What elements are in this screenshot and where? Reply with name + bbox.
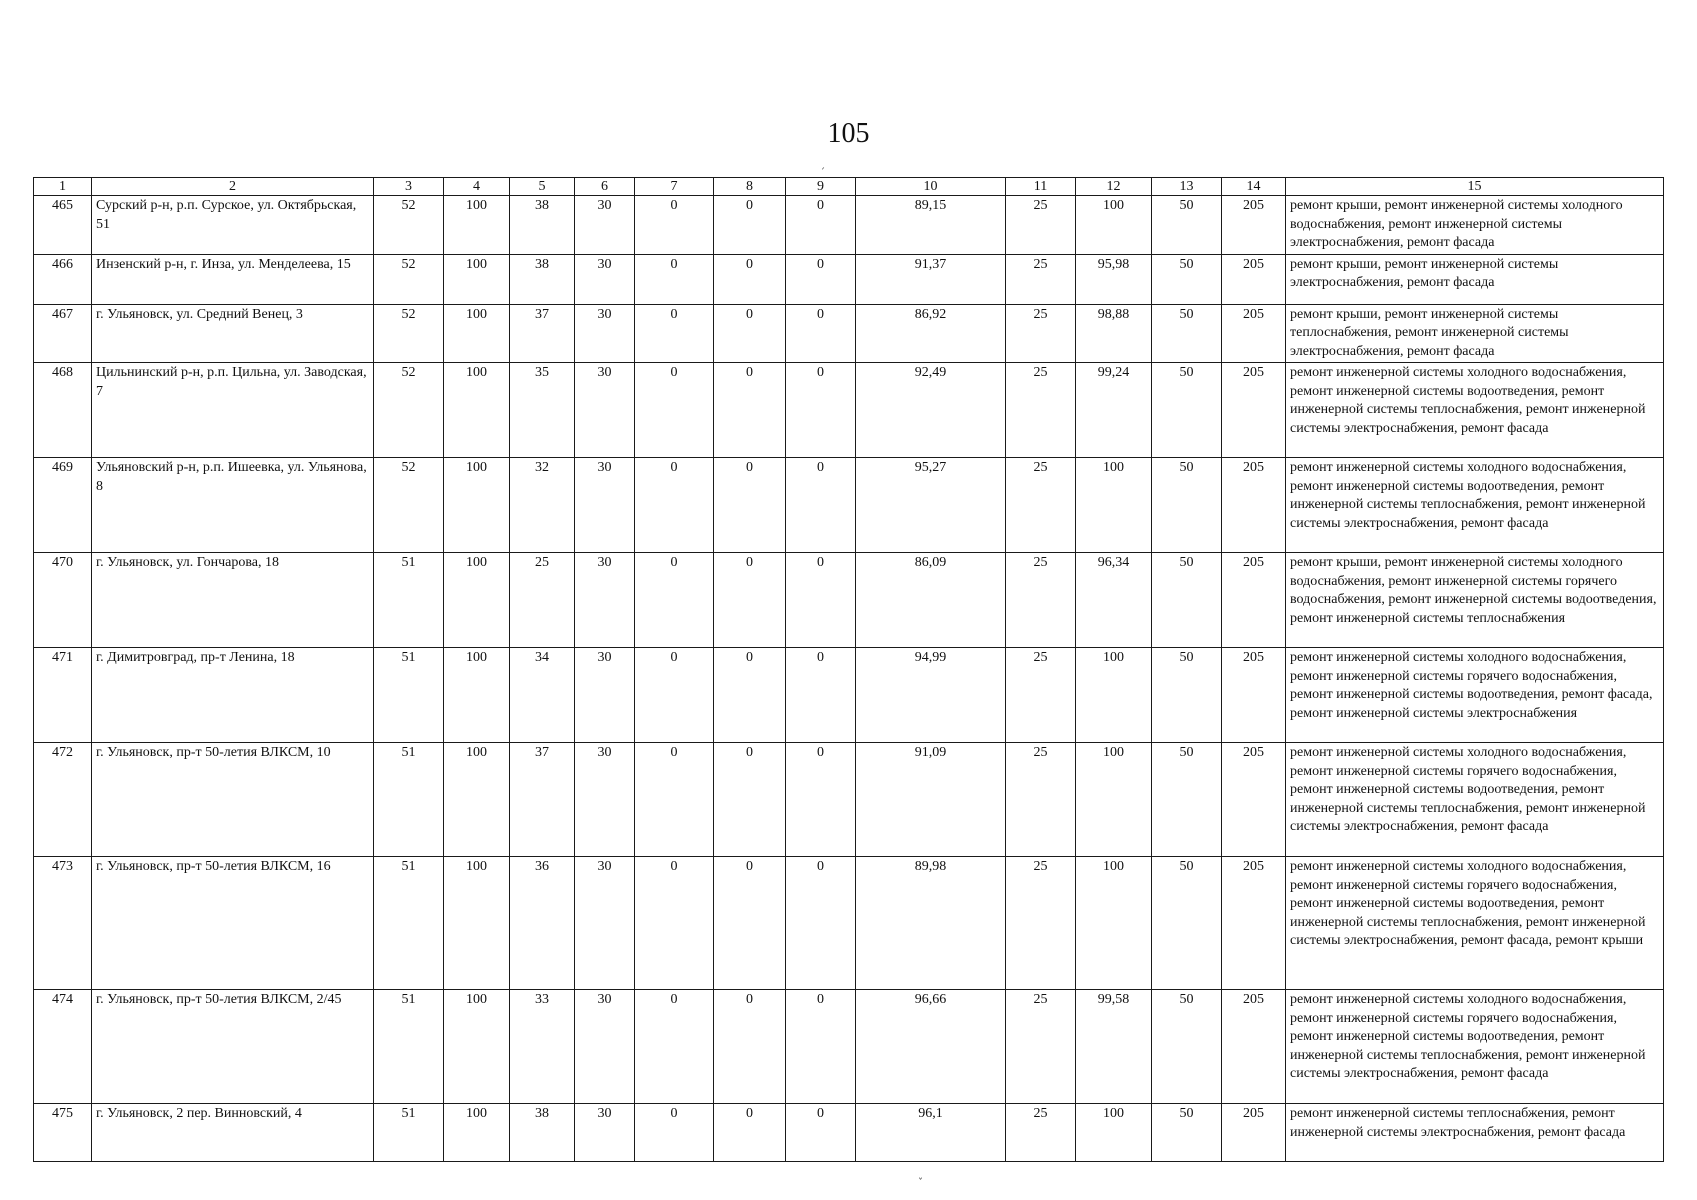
value-cell: 205 <box>1222 304 1286 363</box>
value-cell: 205 <box>1222 196 1286 255</box>
row-number-cell: 465 <box>34 196 92 255</box>
value-cell: 0 <box>635 648 714 743</box>
value-cell: 50 <box>1152 857 1222 990</box>
row-number-cell: 470 <box>34 553 92 648</box>
value-cell: 52 <box>374 458 444 553</box>
value-cell: 25 <box>1006 743 1076 857</box>
value-cell: 30 <box>575 254 635 304</box>
row-number-cell: 469 <box>34 458 92 553</box>
column-number-row <box>34 178 1664 196</box>
value-cell: 0 <box>714 1104 786 1162</box>
value-cell: 25 <box>1006 304 1076 363</box>
value-cell: 0 <box>635 1104 714 1162</box>
value-cell: 51 <box>374 743 444 857</box>
value-cell: 0 <box>714 254 786 304</box>
value-cell: 0 <box>714 304 786 363</box>
value-cell: 0 <box>786 553 856 648</box>
column-number: 4 <box>444 178 510 196</box>
column-number: 10 <box>856 178 1006 196</box>
address-cell: Цильнинский р-н, р.п. Цильна, ул. Заводская, 7 <box>92 363 374 458</box>
value-cell: 30 <box>575 196 635 255</box>
value-cell: 205 <box>1222 1104 1286 1162</box>
value-cell: 0 <box>786 458 856 553</box>
works-cell: ремонт крыши, ремонт инженерной системы теплоснабжения, ремонт инженерной системы электроснабжения, ремонт фасада <box>1286 304 1664 363</box>
value-cell: 205 <box>1222 553 1286 648</box>
value-cell: 50 <box>1152 648 1222 743</box>
value-cell: 30 <box>575 458 635 553</box>
value-cell: 50 <box>1152 1104 1222 1162</box>
value-cell: 37 <box>510 743 575 857</box>
value-cell: 100 <box>1076 743 1152 857</box>
value-cell: 25 <box>1006 458 1076 553</box>
value-cell: 38 <box>510 254 575 304</box>
value-cell: 0 <box>635 857 714 990</box>
value-cell: 25 <box>1006 254 1076 304</box>
value-cell: 100 <box>1076 1104 1152 1162</box>
value-cell: 25 <box>1006 857 1076 990</box>
column-number: 11 <box>1006 178 1076 196</box>
value-cell: 25 <box>1006 990 1076 1104</box>
value-cell: 50 <box>1152 990 1222 1104</box>
value-cell: 100 <box>444 553 510 648</box>
value-cell: 94,99 <box>856 648 1006 743</box>
table-row <box>34 990 1664 1104</box>
value-cell: 0 <box>635 254 714 304</box>
table-row <box>34 363 1664 458</box>
value-cell: 52 <box>374 304 444 363</box>
address-cell: Сурский р-н, р.п. Сурское, ул. Октябрьская, 51 <box>92 196 374 255</box>
works-cell: ремонт крыши, ремонт инженерной системы холодного водоснабжения, ремонт инженерной системы горячего водоснабжения, ремонт инженерной системы водоотведения, ремонт инженерной системы теплоснабжения <box>1286 553 1664 648</box>
address-cell: Ульяновский р-н, р.п. Ишеевка, ул. Ульянова, 8 <box>92 458 374 553</box>
value-cell: 0 <box>786 196 856 255</box>
value-cell: 38 <box>510 196 575 255</box>
value-cell: 205 <box>1222 254 1286 304</box>
row-number-cell: 467 <box>34 304 92 363</box>
row-number-cell: 474 <box>34 990 92 1104</box>
value-cell: 37 <box>510 304 575 363</box>
value-cell: 50 <box>1152 254 1222 304</box>
column-number: 7 <box>635 178 714 196</box>
value-cell: 30 <box>575 743 635 857</box>
value-cell: 0 <box>714 990 786 1104</box>
value-cell: 0 <box>635 458 714 553</box>
value-cell: 0 <box>635 553 714 648</box>
value-cell: 100 <box>1076 857 1152 990</box>
value-cell: 50 <box>1152 304 1222 363</box>
value-cell: 100 <box>1076 648 1152 743</box>
value-cell: 91,37 <box>856 254 1006 304</box>
value-cell: 100 <box>444 857 510 990</box>
value-cell: 0 <box>786 1104 856 1162</box>
value-cell: 96,34 <box>1076 553 1152 648</box>
value-cell: 100 <box>444 304 510 363</box>
value-cell: 0 <box>635 743 714 857</box>
works-cell: ремонт крыши, ремонт инженерной системы электроснабжения, ремонт фасада <box>1286 254 1664 304</box>
value-cell: 30 <box>575 990 635 1104</box>
table-row <box>34 857 1664 990</box>
value-cell: 96,1 <box>856 1104 1006 1162</box>
address-cell: г. Ульяновск, ул. Гончарова, 18 <box>92 553 374 648</box>
value-cell: 51 <box>374 1104 444 1162</box>
value-cell: 50 <box>1152 553 1222 648</box>
value-cell: 25 <box>1006 363 1076 458</box>
value-cell: 38 <box>510 1104 575 1162</box>
value-cell: 52 <box>374 196 444 255</box>
value-cell: 52 <box>374 254 444 304</box>
value-cell: 205 <box>1222 743 1286 857</box>
value-cell: 100 <box>444 254 510 304</box>
repair-table <box>33 177 1664 1162</box>
page-number: 105 <box>827 118 870 149</box>
address-cell: Инзенский р-н, г. Инза, ул. Менделеева, 15 <box>92 254 374 304</box>
value-cell: 0 <box>714 648 786 743</box>
column-number: 15 <box>1286 178 1664 196</box>
value-cell: 100 <box>444 458 510 553</box>
value-cell: 51 <box>374 553 444 648</box>
address-cell: г. Димитровград, пр-т Ленина, 18 <box>92 648 374 743</box>
value-cell: 0 <box>714 363 786 458</box>
works-cell: ремонт инженерной системы холодного водоснабжения, ремонт инженерной системы горячего водоснабжения, ремонт инженерной системы водоотведения, ремонт инженерной системы теплоснабжения, ремонт инженерной системы электроснабжения, ремонт фасада <box>1286 990 1664 1104</box>
column-number: 1 <box>34 178 92 196</box>
value-cell: 30 <box>575 553 635 648</box>
value-cell: 89,15 <box>856 196 1006 255</box>
value-cell: 0 <box>635 304 714 363</box>
works-cell: ремонт инженерной системы холодного водоснабжения, ремонт инженерной системы водоотведения, ремонт инженерной системы теплоснабжения, ремонт инженерной системы электроснабжения, ремонт фасада <box>1286 363 1664 458</box>
value-cell: 92,49 <box>856 363 1006 458</box>
value-cell: 25 <box>1006 196 1076 255</box>
value-cell: 89,98 <box>856 857 1006 990</box>
value-cell: 100 <box>1076 196 1152 255</box>
value-cell: 33 <box>510 990 575 1104</box>
value-cell: 205 <box>1222 990 1286 1104</box>
value-cell: 100 <box>444 648 510 743</box>
column-number: 5 <box>510 178 575 196</box>
value-cell: 100 <box>1076 458 1152 553</box>
column-number: 6 <box>575 178 635 196</box>
works-cell: ремонт инженерной системы холодного водоснабжения, ремонт инженерной системы горячего водоснабжения, ремонт инженерной системы водоотведения, ремонт инженерной системы теплоснабжения, ремонт инженерной системы электроснабжения, ремонт фасада <box>1286 743 1664 857</box>
value-cell: 30 <box>575 304 635 363</box>
value-cell: 25 <box>1006 553 1076 648</box>
value-cell: 86,92 <box>856 304 1006 363</box>
value-cell: 205 <box>1222 458 1286 553</box>
value-cell: 30 <box>575 857 635 990</box>
value-cell: 50 <box>1152 363 1222 458</box>
table-row <box>34 254 1664 304</box>
value-cell: 100 <box>444 1104 510 1162</box>
value-cell: 0 <box>635 990 714 1104</box>
address-cell: г. Ульяновск, пр-т 50-летия ВЛКСМ, 2/45 <box>92 990 374 1104</box>
table-row <box>34 1104 1664 1162</box>
value-cell: 0 <box>786 857 856 990</box>
value-cell: 25 <box>510 553 575 648</box>
works-cell: ремонт инженерной системы теплоснабжения, ремонт инженерной системы электроснабжения, ремонт фасада <box>1286 1104 1664 1162</box>
value-cell: 0 <box>714 743 786 857</box>
value-cell: 51 <box>374 648 444 743</box>
row-number-cell: 473 <box>34 857 92 990</box>
value-cell: 51 <box>374 990 444 1104</box>
value-cell: 32 <box>510 458 575 553</box>
value-cell: 52 <box>374 363 444 458</box>
works-cell: ремонт инженерной системы холодного водоснабжения, ремонт инженерной системы водоотведения, ремонт инженерной системы теплоснабжения, ремонт инженерной системы электроснабжения, ремонт фасада <box>1286 458 1664 553</box>
value-cell: 0 <box>786 254 856 304</box>
value-cell: 0 <box>786 743 856 857</box>
value-cell: 100 <box>444 196 510 255</box>
table-row <box>34 196 1664 255</box>
value-cell: 91,09 <box>856 743 1006 857</box>
value-cell: 50 <box>1152 743 1222 857</box>
value-cell: 30 <box>575 648 635 743</box>
table-row <box>34 648 1664 743</box>
value-cell: 0 <box>714 857 786 990</box>
value-cell: 0 <box>786 363 856 458</box>
value-cell: 0 <box>786 990 856 1104</box>
table-row <box>34 743 1664 857</box>
value-cell: 99,24 <box>1076 363 1152 458</box>
value-cell: 0 <box>786 304 856 363</box>
value-cell: 205 <box>1222 363 1286 458</box>
address-cell: г. Ульяновск, 2 пер. Винновский, 4 <box>92 1104 374 1162</box>
scan-mark: ˊ <box>820 168 825 179</box>
row-number-cell: 472 <box>34 743 92 857</box>
value-cell: 100 <box>444 990 510 1104</box>
value-cell: 205 <box>1222 857 1286 990</box>
column-number: 12 <box>1076 178 1152 196</box>
value-cell: 50 <box>1152 196 1222 255</box>
address-cell: г. Ульяновск, пр-т 50-летия ВЛКСМ, 16 <box>92 857 374 990</box>
address-cell: г. Ульяновск, ул. Средний Венец, 3 <box>92 304 374 363</box>
scan-mark: ˇ <box>918 1178 923 1189</box>
value-cell: 30 <box>575 1104 635 1162</box>
value-cell: 34 <box>510 648 575 743</box>
value-cell: 0 <box>635 363 714 458</box>
column-number: 2 <box>92 178 374 196</box>
value-cell: 86,09 <box>856 553 1006 648</box>
table-row <box>34 553 1664 648</box>
value-cell: 50 <box>1152 458 1222 553</box>
table-row <box>34 304 1664 363</box>
value-cell: 0 <box>714 196 786 255</box>
value-cell: 100 <box>444 743 510 857</box>
value-cell: 0 <box>714 553 786 648</box>
value-cell: 0 <box>786 648 856 743</box>
column-number: 3 <box>374 178 444 196</box>
column-number: 14 <box>1222 178 1286 196</box>
value-cell: 36 <box>510 857 575 990</box>
value-cell: 35 <box>510 363 575 458</box>
column-number: 8 <box>714 178 786 196</box>
row-number-cell: 468 <box>34 363 92 458</box>
value-cell: 100 <box>444 363 510 458</box>
row-number-cell: 475 <box>34 1104 92 1162</box>
value-cell: 25 <box>1006 648 1076 743</box>
value-cell: 98,88 <box>1076 304 1152 363</box>
table-row <box>34 458 1664 553</box>
value-cell: 95,98 <box>1076 254 1152 304</box>
value-cell: 205 <box>1222 648 1286 743</box>
value-cell: 95,27 <box>856 458 1006 553</box>
value-cell: 51 <box>374 857 444 990</box>
column-number: 9 <box>786 178 856 196</box>
value-cell: 0 <box>635 196 714 255</box>
works-cell: ремонт инженерной системы холодного водоснабжения, ремонт инженерной системы горячего водоснабжения, ремонт инженерной системы водоотведения, ремонт инженерной системы теплоснабжения, ремонт инженерной системы электроснабжения, ремонт фасада, ремонт крыши <box>1286 857 1664 990</box>
works-cell: ремонт инженерной системы холодного водоснабжения, ремонт инженерной системы горячего водоснабжения, ремонт инженерной системы водоотведения, ремонт фасада, ремонт инженерной системы электроснабжения <box>1286 648 1664 743</box>
row-number-cell: 471 <box>34 648 92 743</box>
value-cell: 96,66 <box>856 990 1006 1104</box>
row-number-cell: 466 <box>34 254 92 304</box>
value-cell: 25 <box>1006 1104 1076 1162</box>
works-cell: ремонт крыши, ремонт инженерной системы холодного водоснабжения, ремонт инженерной системы электроснабжения, ремонт фасада <box>1286 196 1664 255</box>
address-cell: г. Ульяновск, пр-т 50-летия ВЛКСМ, 10 <box>92 743 374 857</box>
value-cell: 30 <box>575 363 635 458</box>
column-number: 13 <box>1152 178 1222 196</box>
value-cell: 0 <box>714 458 786 553</box>
value-cell: 99,58 <box>1076 990 1152 1104</box>
